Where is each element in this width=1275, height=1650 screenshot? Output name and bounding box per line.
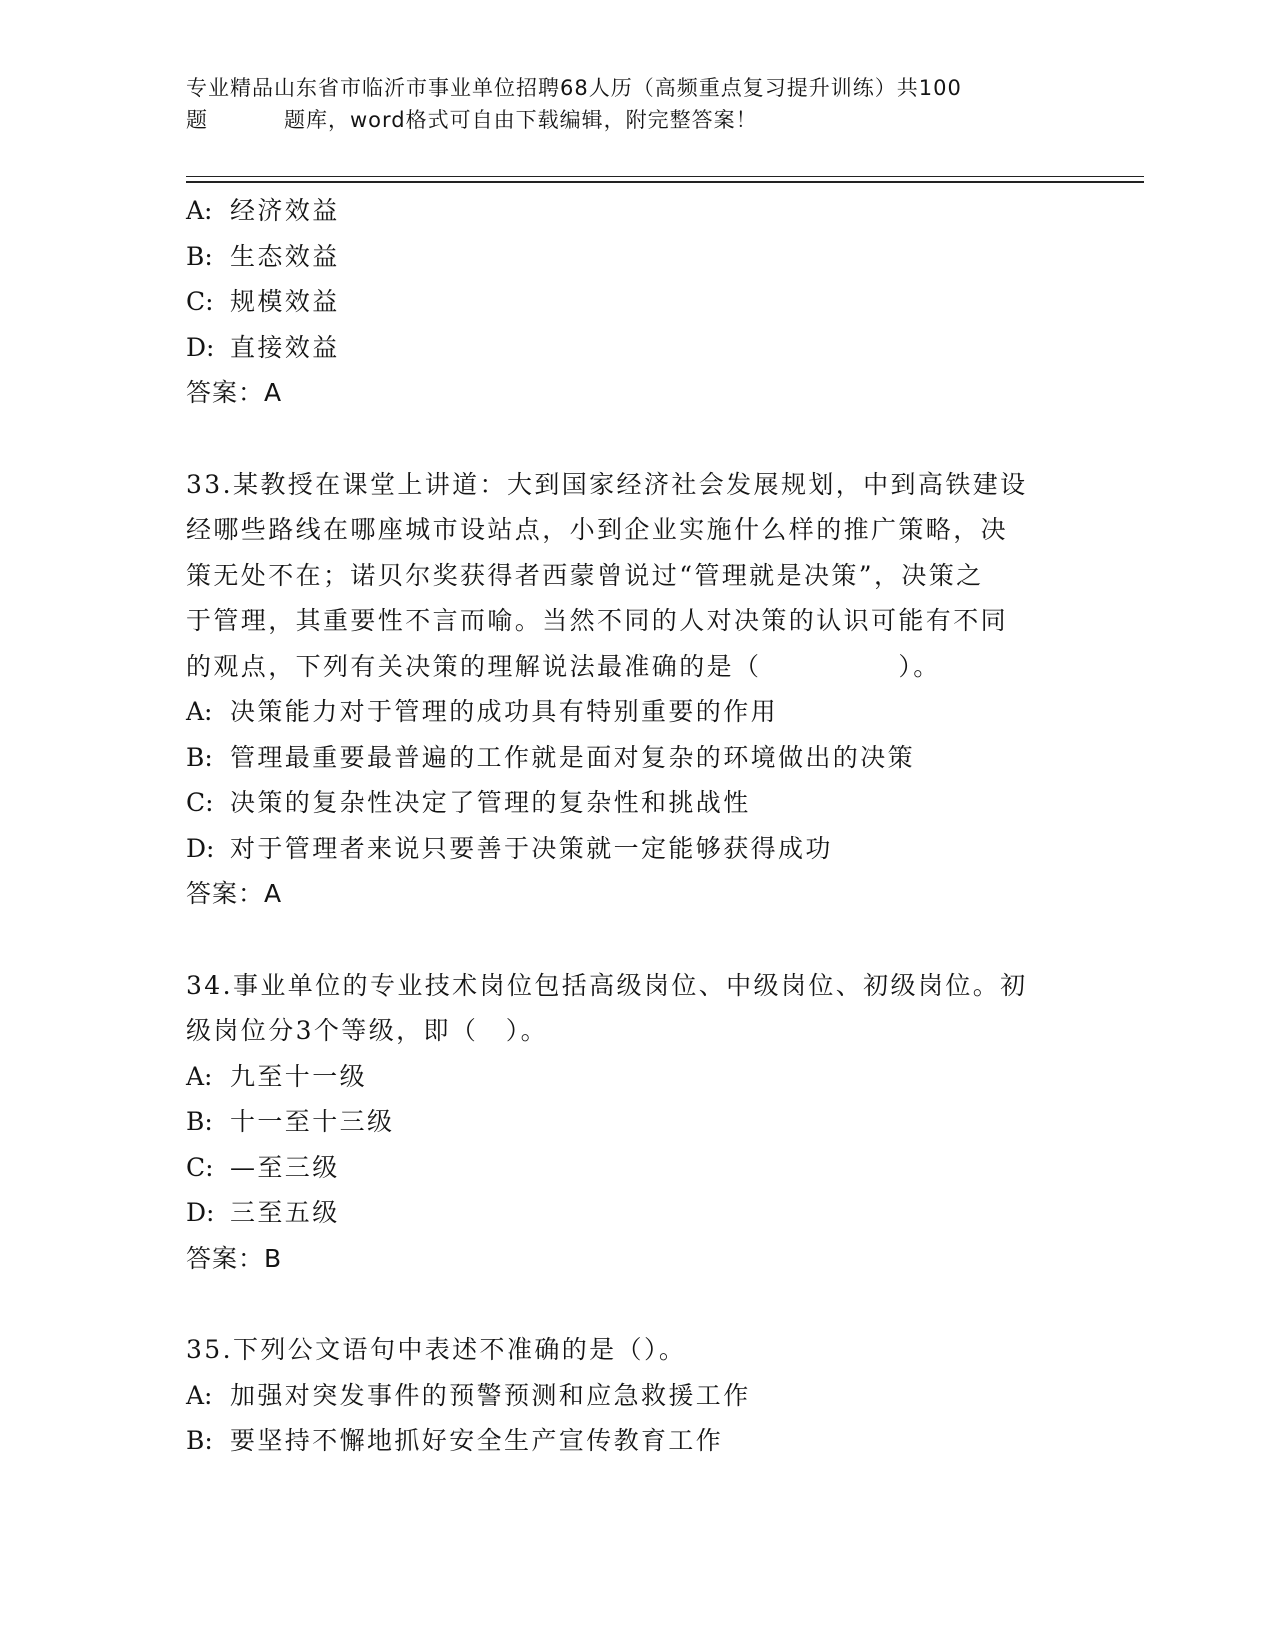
answer-line: 答案：B bbox=[186, 1243, 283, 1273]
option-c: C: —至三级 bbox=[186, 1152, 340, 1182]
question-32 bbox=[186, 188, 1086, 416]
spacer bbox=[186, 416, 1086, 462]
option-b: B: 生态效益 bbox=[186, 241, 340, 271]
option-a: A: 加强对突发事件的预警预测和应急救援工作 bbox=[186, 1380, 751, 1410]
answer-line: 答案：A bbox=[186, 378, 283, 407]
question-stem-line: 33.某教授在课堂上讲道：大到国家经济社会发展规划，中到高铁建设 bbox=[186, 469, 1028, 499]
option-a: A: 经济效益 bbox=[186, 196, 340, 225]
option-b: B: 管理最重要最普遍的工作就是面对复杂的环境做出的决策 bbox=[186, 742, 916, 772]
option-a: A: 九至十一级 bbox=[186, 1061, 368, 1091]
question-stem-line: 经哪些路线在哪座城市设站点，小到企业实施什么样的推广策略，决 bbox=[186, 515, 1009, 544]
option-d: D: 对于管理者来说只要善于决策就一定能够获得成功 bbox=[186, 833, 833, 863]
question-stem-line: 级岗位分3个等级，即（ ）。 bbox=[186, 1016, 549, 1045]
spacer bbox=[186, 917, 1086, 963]
header-subtitle-text: 题库，word格式可自由下载编辑，附完整答案！ bbox=[284, 108, 758, 132]
header-subtitle-line bbox=[186, 104, 1086, 136]
option-b: B: 十一至十三级 bbox=[186, 1107, 395, 1136]
question-34 bbox=[186, 963, 1086, 1282]
option-a: A: 决策能力对于管理的成功具有特别重要的作用 bbox=[186, 697, 779, 726]
option-d: D: 直接效益 bbox=[186, 332, 340, 362]
question-stem-line: 策无处不在；诺贝尔奖获得者西蒙曾说过“管理就是决策”，决策之 bbox=[186, 560, 984, 590]
option-c: C: 规模效益 bbox=[186, 287, 340, 316]
question-33 bbox=[186, 462, 1086, 917]
question-stem-line: 34.事业单位的专业技术岗位包括高级岗位、中级岗位、初级岗位。初 bbox=[186, 970, 1028, 1000]
header-divider-thick bbox=[186, 181, 1144, 183]
spacer bbox=[186, 1281, 1086, 1327]
document-header bbox=[186, 72, 1086, 136]
option-c: C: 决策的复杂性决定了管理的复杂性和挑战性 bbox=[186, 788, 751, 817]
answer-line: 答案：A bbox=[186, 879, 283, 908]
question-35 bbox=[186, 1327, 1086, 1464]
option-d: D: 三至五级 bbox=[186, 1198, 340, 1227]
question-stem-line: 于管理，其重要性不言而喻。当然不同的人对决策的认识可能有不同 bbox=[186, 606, 1009, 635]
header-subtitle-prefix: 题 bbox=[186, 108, 208, 132]
question-stem-line: 35.下列公文语句中表述不准确的是（）。 bbox=[186, 1335, 687, 1364]
question-stem-line: 的观点，下列有关决策的理解说法最准确的是（ ）。 bbox=[186, 651, 941, 681]
question-list bbox=[186, 188, 1086, 1464]
header-divider-thin bbox=[186, 176, 1144, 177]
option-b: B: 要坚持不懈地抓好安全生产宣传教育工作 bbox=[186, 1426, 724, 1455]
header-title-line: 专业精品山东省市临沂市事业单位招聘68人历（高频重点复习提升训练）共100 bbox=[186, 76, 962, 100]
